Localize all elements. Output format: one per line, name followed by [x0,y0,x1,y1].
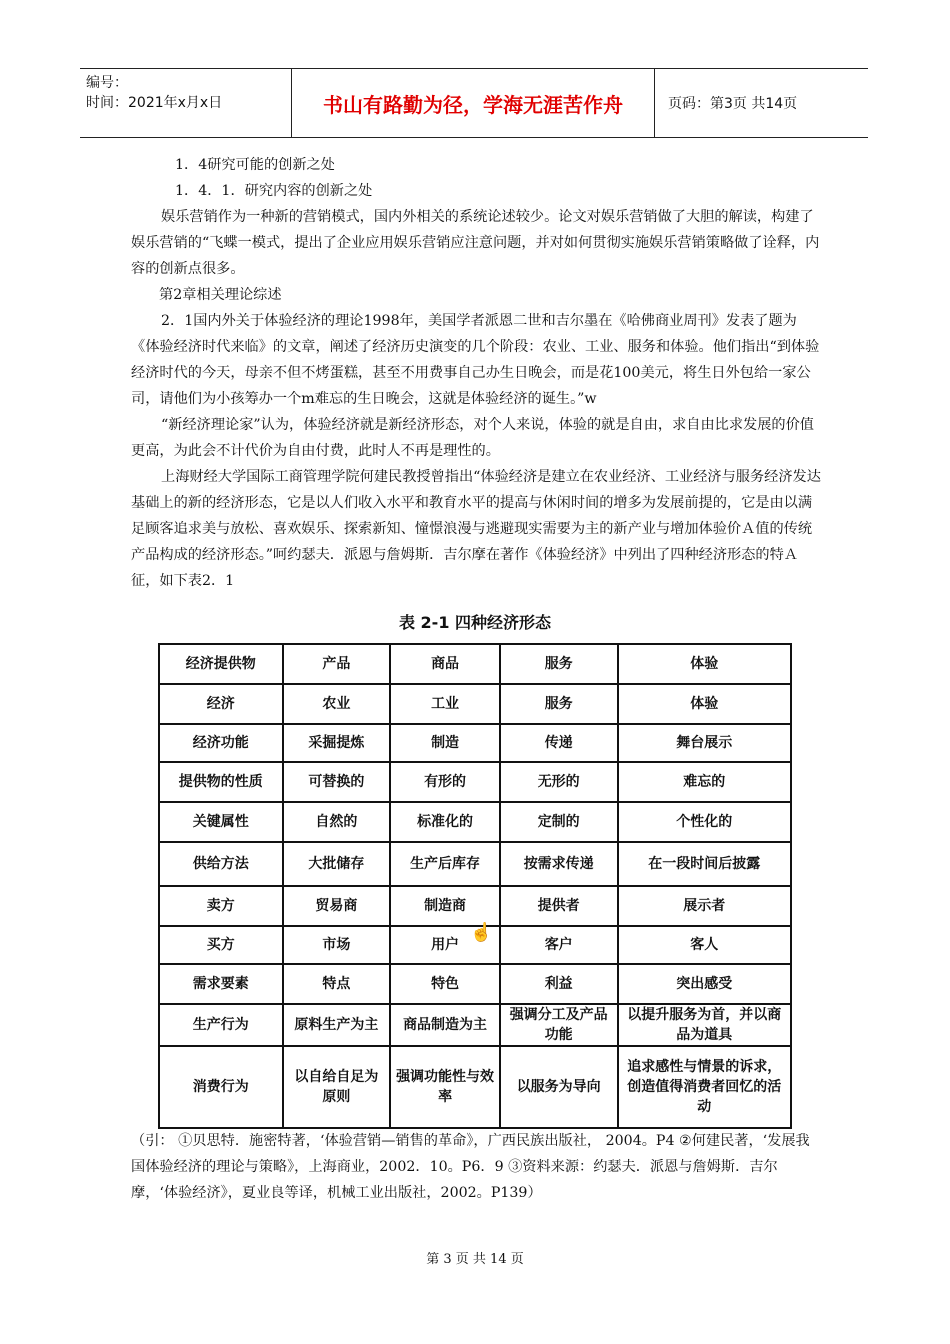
table-cell: 定制的 [500,802,618,842]
table-cell: 以服务为导向 [500,1046,618,1128]
table-cell: 利益 [500,964,618,1004]
row-header-cell: 生产行为 [159,1004,283,1046]
chapter-heading: 第2章相关理论综述 [159,287,282,303]
table-cell: 制造商 [390,886,500,926]
table-row [159,684,791,724]
table-row [159,1004,791,1046]
page-header [80,68,868,138]
table-cell: 商品 [390,644,500,684]
table-cell: 提供者 [500,886,618,926]
table-row [159,802,791,842]
row-header-cell: 买方 [159,926,283,964]
table-cell: 标准化的 [390,802,500,842]
header-motto: 书山有路勤为径，学海无涯苦作舟 [323,93,623,117]
header-meta [86,73,222,113]
header-page-info: 页码：第3页 共14页 [668,96,798,112]
table-cell: 自然的 [283,802,391,842]
paragraph: 娱乐营销作为一种新的营销模式，国内外相关的系统论述较少。论文对娱乐营销做了大胆的解读，构建了娱乐营销的“飞蝶一模式，提出了企业应用娱乐营销应注意问题，并对如何贯彻实施娱乐营销策略做了诠释，内容的创新点很多。 [131,209,820,277]
table-cell: 大批储存 [283,842,391,886]
table-cell: 原料生产为主 [283,1004,391,1046]
table-cell: 生产后库存 [390,842,500,886]
table-cell: 追求感性与情景的诉求，创造值得消费者回忆的活动 [618,1046,792,1128]
table-cell: 客人 [618,926,792,964]
paragraph: 2．1国内外关于体验经济的理论1998年，美国学者派恩二世和吉尔墨在《哈佛商业周刊》发表了题为《体验经济时代来临》的文章，阐述了经济历史演变的几个阶段：农业、工业、服务和体验。他们指出“到体验经济时代的今天，母亲不但不烤蛋糕，甚至不用费事自己办生日晚会，而是花100美元，将生日外包给一家公司，请他们为小孩筹办一个m难忘的生日晚会，这就是体验经济的诞生。”w [131,313,820,407]
table-row [159,762,791,802]
paragraph: “新经济理论家”认为，体验经济就是新经济形态，对个人来说，体验的就是自由，求自由比求发展的价值更高，为此会不计代价为自由付费，此时人不再是理性的。 [131,417,814,459]
section-heading: 1．4研究可能的创新之处 [175,157,335,173]
paragraph: 上海财经大学国际工商管理学院何建民教授曾指出“体验经济是建立在农业经济、工业经济与服务经济发达基础上的新的经济形态，它是以人们收入水平和教育水平的提高与休闲时间的增多为发展前提的，它是由以满足顾客追求美与放松、喜欢娱乐、探索新知、憧憬浪漫与逃避现实需要为主的新产业与增加体验价Ａ值的传统产品构成的经济形态。”呵约瑟夫．派恩与詹姆斯．吉尔摩在著作《体验经济》中列出了四种经济形态的特Ａ征，如下表2．1 [131,469,821,589]
table-cell: 服务 [500,684,618,724]
table-cell: 有形的 [390,762,500,802]
table-cell: 特色 [390,964,500,1004]
header-divider [291,69,292,137]
economy-forms-table [158,643,792,1129]
table-row [159,644,791,684]
table-cell: 在一段时间后披露 [618,842,792,886]
table-caption: 表 2-1 四种经济形态 [398,613,552,632]
table-cell: 强调功能性与效率 [390,1046,500,1128]
table-cell: 体验 [618,684,792,724]
row-header-cell: 需求要素 [159,964,283,1004]
table-cell: 采掘提炼 [283,724,391,762]
table-cell: 以自给自足为原则 [283,1046,391,1128]
table-row [159,886,791,926]
citation: （引： ①贝思特．施密特著，‘体验营销—销售的革命》，广西民族出版社， 2004。P4 ②何建民著，‘发展我国体验经济的理论与策略》，上海商业，2002．10。P6．9 ③资料来源：约瑟夫．派恩与詹姆斯．吉尔摩，‘体验经济》，夏业良等译，机械工业出版社，2002。P139） [131,1133,810,1201]
table-cell: 客户 [500,926,618,964]
page-footer: 第 3 页 共 14 页 [426,1252,524,1267]
table-row [159,842,791,886]
header-divider [654,69,655,137]
row-header-cell: 经济提供物 [159,644,283,684]
hand-cursor-icon: ☝ [470,922,493,943]
table-cell: 特点 [283,964,391,1004]
table-cell: 无形的 [500,762,618,802]
table-cell: 传递 [500,724,618,762]
table-cell: 展示者 [618,886,792,926]
row-header-cell: 关键属性 [159,802,283,842]
table-cell: 个性化的 [618,802,792,842]
table-cell: 舞台展示 [618,724,792,762]
row-header-cell: 供给方法 [159,842,283,886]
table-cell: 难忘的 [618,762,792,802]
table-cell: 工业 [390,684,500,724]
row-header-cell: 提供物的性质 [159,762,283,802]
row-header-cell: 经济 [159,684,283,724]
table-row [159,964,791,1004]
table-cell: 贸易商 [283,886,391,926]
table-cell: 农业 [283,684,391,724]
row-header-cell: 卖方 [159,886,283,926]
table-cell: 市场 [283,926,391,964]
table-cell: 可替换的 [283,762,391,802]
table-cell: 商品制造为主 [390,1004,500,1046]
number-label: 编号： [86,75,128,91]
row-header-cell: 经济功能 [159,724,283,762]
row-header-cell: 消费行为 [159,1046,283,1128]
date-line: 时间：2021年x月x日 [86,95,223,111]
table-cell: 服务 [500,644,618,684]
table-cell: 按需求传递 [500,842,618,886]
document-body [131,152,821,594]
table-row [159,724,791,762]
subsection-heading: 1．4．1．研究内容的创新之处 [175,183,373,199]
table-cell: 突出感受 [618,964,792,1004]
table-cell: 产品 [283,644,391,684]
table-cell: 用户 [390,926,500,964]
table-cell: 体验 [618,644,792,684]
table-row [159,1046,791,1128]
table-cell: 以提升服务为首，并以商品为道具 [618,1004,792,1046]
table-cell: 强调分工及产品功能 [500,1004,618,1046]
table-cell: 制造 [390,724,500,762]
